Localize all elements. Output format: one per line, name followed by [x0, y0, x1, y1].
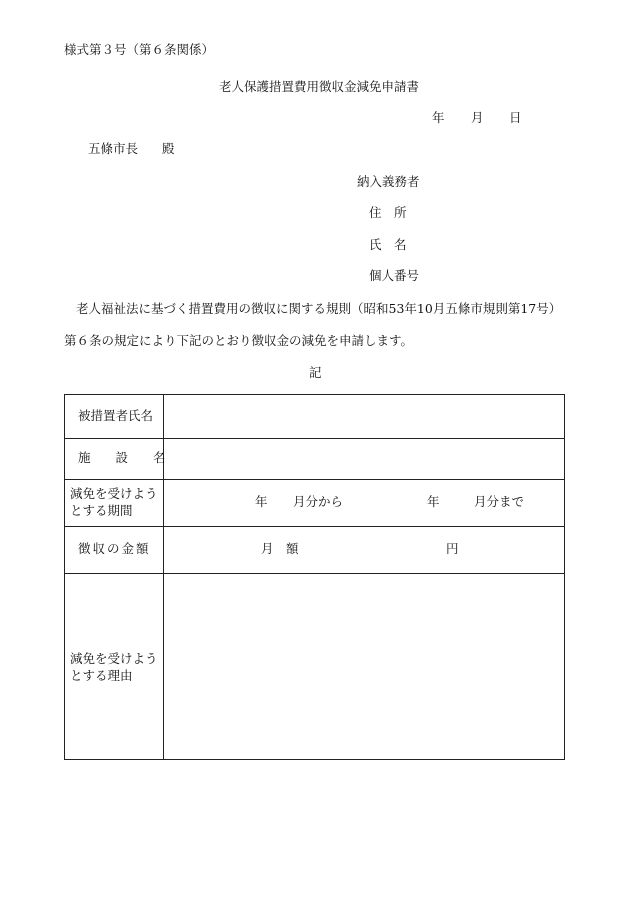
- label-cell: [65, 395, 164, 438]
- row-exemption-period: [65, 479, 564, 527]
- label-cell: [65, 573, 164, 759]
- recipient-name-label: 被措置者氏名: [78, 408, 154, 423]
- exemption-period-field[interactable]: [164, 479, 564, 526]
- document-title: 老人保護措置費用徴収金減免申請書: [219, 79, 420, 94]
- period-to-month: 月分まで: [474, 494, 525, 509]
- date-month: 月: [471, 110, 484, 125]
- facility-name-label: 施 設 名: [78, 450, 166, 465]
- exemption-reason-label-line2: とする理由: [70, 668, 133, 683]
- date-year: 年: [432, 110, 445, 125]
- applicant-personal-number-label: 個人番号: [369, 268, 420, 283]
- ki-heading: 記: [309, 365, 322, 380]
- period-from-year: 年: [255, 494, 268, 509]
- form-number: 様式第３号（第６条関係）: [64, 42, 215, 57]
- monthly-amount-label: 月 額: [261, 541, 299, 556]
- recipient-name-field[interactable]: [164, 395, 564, 438]
- body-line-1: 老人福祉法に基づく措置費用の徴収に関する規則（昭和53年10月五條市規則第17号）: [76, 301, 562, 316]
- exemption-reason-field[interactable]: [164, 573, 564, 759]
- exemption-period-label-line1: 減免を受けよう: [70, 486, 158, 501]
- date-day: 日: [509, 110, 522, 125]
- row-exemption-reason: [65, 573, 564, 759]
- period-to-year: 年: [427, 494, 440, 509]
- collection-amount-label: 徴収の金額: [78, 541, 151, 556]
- label-cell: [65, 526, 164, 573]
- row-facility-name: [65, 438, 564, 480]
- applicant-name-label: 氏 名: [369, 237, 407, 252]
- addressee-name: 五條市長: [88, 141, 139, 156]
- label-cell: [65, 479, 164, 526]
- application-table: [64, 394, 565, 760]
- applicant-heading: 納入義務者: [357, 174, 420, 189]
- exemption-period-label-line2: とする期間: [70, 503, 133, 518]
- period-from-month: 月分から: [293, 494, 344, 509]
- addressee-honorific: 殿: [162, 141, 175, 156]
- label-cell: [65, 438, 164, 479]
- row-recipient-name: [65, 395, 564, 439]
- facility-name-field[interactable]: [164, 438, 564, 479]
- body-line-2: 第６条の規定により下記のとおり徴収金の減免を申請します。: [64, 333, 414, 348]
- exemption-reason-label-line1: 減免を受けよう: [70, 651, 158, 666]
- row-collection-amount: [65, 526, 564, 574]
- collection-amount-field[interactable]: [164, 526, 564, 573]
- applicant-address-label: 住 所: [369, 205, 407, 220]
- yen-unit: 円: [446, 541, 459, 556]
